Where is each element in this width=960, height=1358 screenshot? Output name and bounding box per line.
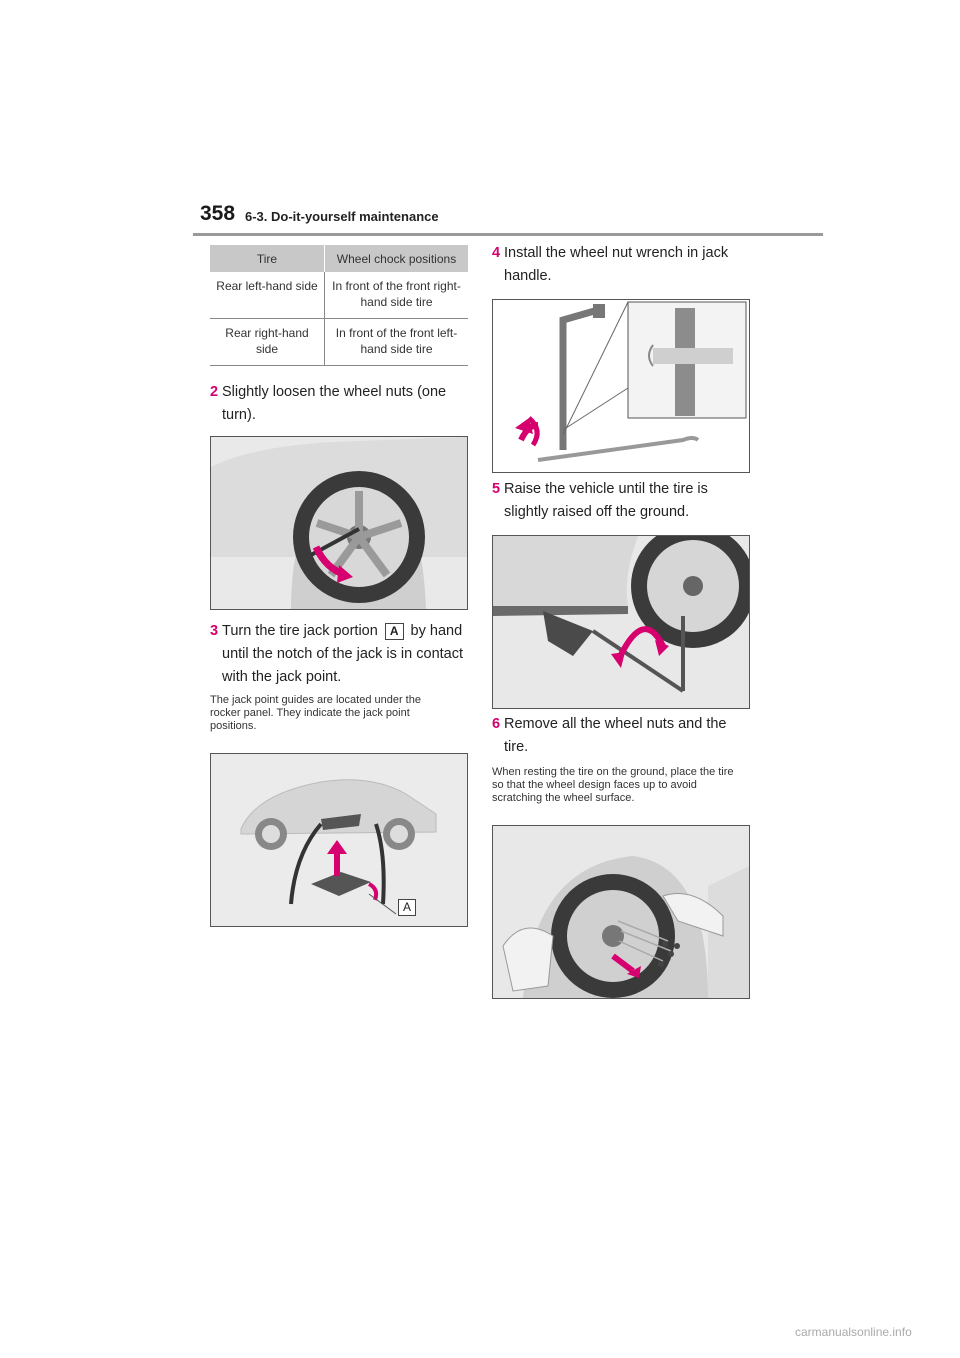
table-cell: Rear left-hand side [210, 272, 325, 319]
step-6-note: When resting the tire on the ground, place the tire so that the wheel design faces up to avoid scratching the wheel surface. [492, 766, 734, 804]
step-3 [210, 620, 468, 689]
label-a: A [385, 623, 404, 640]
step-6 [492, 713, 750, 759]
step-text: Turn the tire jack portion [222, 623, 378, 639]
table-header-cell: Tire [210, 245, 325, 272]
step-text: Slightly loosen the wheel nuts (one turn). [222, 384, 447, 423]
figure-jack-point [210, 753, 468, 927]
figure-raise-vehicle [492, 535, 750, 709]
table-header-cell: Wheel chock positions [325, 245, 469, 272]
table-cell: In front of the front left-hand side tire [325, 319, 469, 366]
table-row [210, 272, 468, 319]
step-number: 3 [210, 623, 219, 639]
figure-remove-tire [492, 825, 750, 999]
table-cell: Rear right-hand side [210, 319, 325, 366]
section-title: 6-3. Do-it-yourself maintenance [245, 209, 439, 224]
header-rule [193, 233, 823, 236]
step-number: 2 [210, 384, 219, 400]
table-header-row [210, 245, 468, 272]
wheel-chock-table [210, 245, 468, 366]
step-number: 5 [492, 481, 501, 497]
step-3-note: The jack point guides are located under the rocker panel. They indicate the jack point positions. [210, 694, 421, 732]
footer-watermark: carmanualsonline.info [795, 1325, 912, 1339]
step-text: Install the wheel nut wrench in jack handle. [504, 245, 729, 284]
figure-label-a: A [398, 899, 416, 916]
step-4 [492, 242, 750, 288]
page-number: 358 [200, 202, 236, 225]
table-row [210, 319, 468, 366]
figure-wrench-handle [492, 299, 750, 473]
step-number: 6 [492, 716, 501, 732]
figure-loosen-nuts [210, 436, 468, 610]
step-text: Raise the vehicle until the tire is slightly raised off the ground. [504, 481, 708, 520]
table-cell: In front of the front right-hand side tire [325, 272, 469, 319]
step-number: 4 [492, 245, 501, 261]
step-text: by hand until the notch of the jack is in contact with the jack point. [222, 623, 463, 685]
step-text: Remove all the wheel nuts and the tire. [504, 716, 727, 755]
step-2 [210, 381, 468, 427]
step-5 [492, 478, 750, 524]
